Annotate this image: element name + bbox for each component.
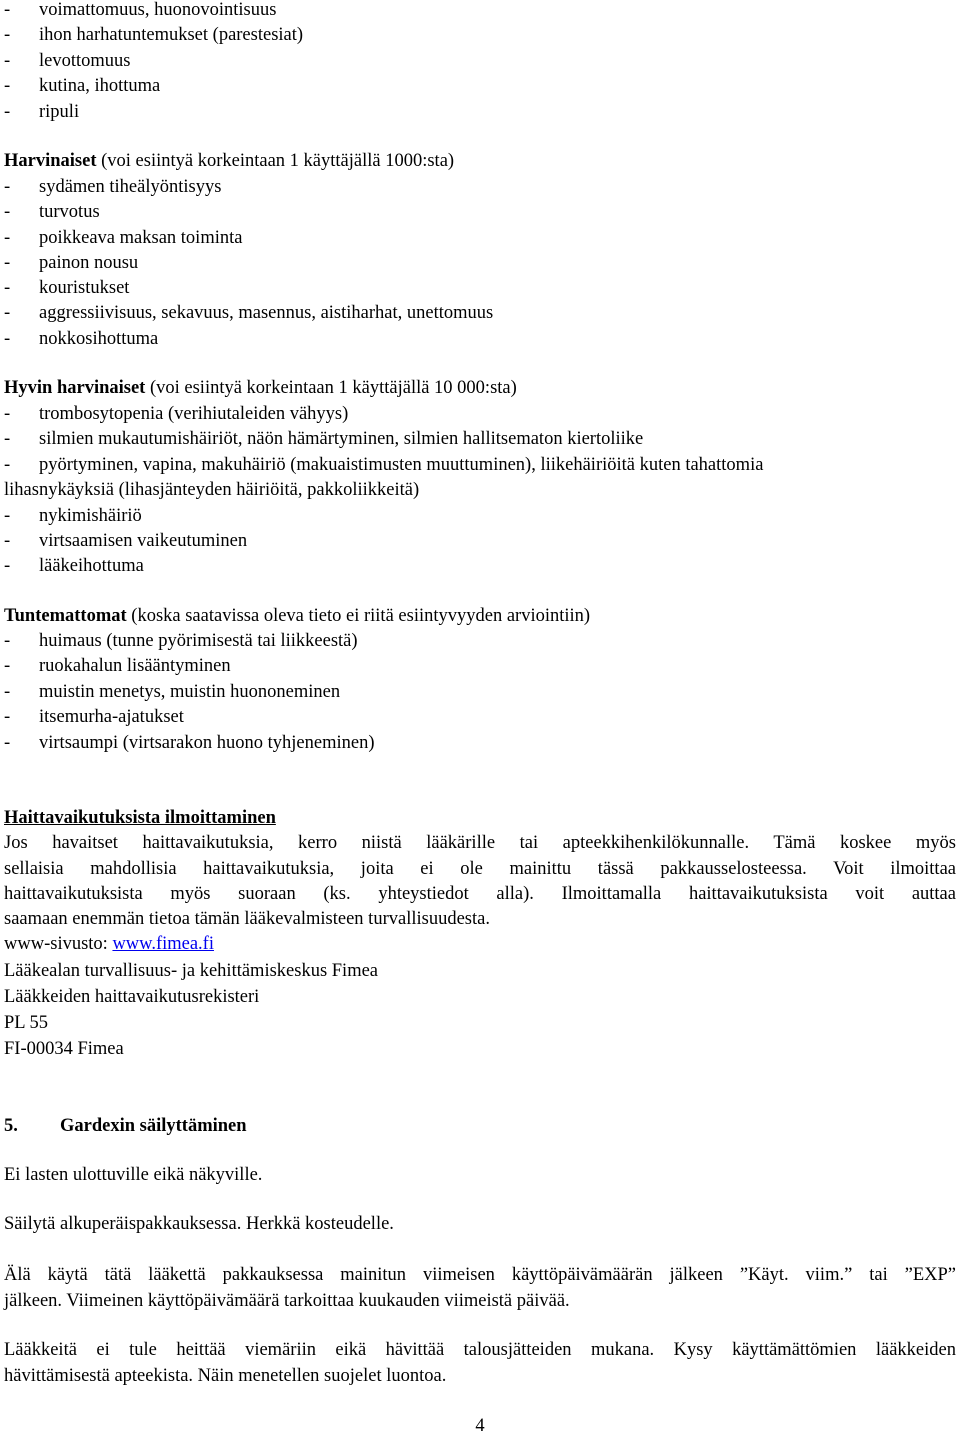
list-item: - kouristukset [4,278,130,298]
address-line: PL 55 [4,1013,49,1033]
list-item: - virtsaamisen vaikeutuminen [4,531,248,551]
frequency-heading-very-rare: Hyvin harvinaiset (voi esiintyä korkeintaan 1 käyttäjällä 10 000:sta) [4,378,517,398]
frequency-heading-unknown: Tuntemattomat (koska saatavissa oleva tieto ei riitä esiintyvyyden arviointiin) [4,606,591,626]
paragraph-line: hävittämisestä apteekista. Näin menetellen suojelet luontoa. [4,1366,447,1386]
list-item: - virtsaumpi (virtsarakon huono tyhjeneminen) [4,733,375,753]
paragraph-line: saamaan enemmän tietoa tämän lääkevalmisteen turvallisuudesta. [4,909,490,929]
list-item: - poikkeava maksan toiminta [4,228,243,248]
paragraph: Ei lasten ulottuville eikä näkyville. [4,1165,263,1185]
section-title: Gardexin säilyttäminen [60,1116,247,1136]
list-item: - silmien mukautumishäiriöt, näön hämärtyminen, silmien hallitsematon kiertoliike [4,429,644,449]
address-line: Lääkealan turvallisuus- ja kehittämiskeskus Fimea [4,961,379,981]
list-item: - sydämen tiheälyöntisyys [4,177,222,197]
list-item: - muistin menetys, muistin huononeminen [4,682,341,702]
frequency-heading-rare: Harvinaiset (voi esiintyä korkeintaan 1 käyttäjällä 1000:sta) [4,151,455,171]
list-item-continuation: lihasnykäyksiä (lihasjänteyden häiriöitä, pakkoliikkeitä) [4,480,420,500]
list-item: - itsemurha-ajatukset [4,707,184,727]
section-heading-storage [4,1114,247,1138]
list-item: - lääkeihottuma [4,556,144,576]
section-heading-reporting: Haittavaikutuksista ilmoittaminen [4,808,276,828]
list-item: - voimattomuus, huonovointisuus [4,0,277,20]
section-number: 5. [4,1116,18,1136]
list-item: - pyörtyminen, vapina, makuhäiriö (makuaistimusten muuttuminen), liikehäiriöitä kuten tahattomia [4,455,764,475]
list-item: - aggressiivisuus, sekavuus, masennus, aistiharhat, unettomuus [4,303,494,323]
address-line: FI-00034 Fimea [4,1039,124,1059]
page-number: 4 [475,1416,485,1436]
website-line [4,932,214,956]
list-item: - trombosytopenia (verihiutaleiden vähyys) [4,404,349,424]
list-item: - painon nousu [4,253,139,273]
list-item: - nykimishäiriö [4,506,142,526]
list-item: - huimaus (tunne pyörimisestä tai liikkeestä) [4,631,358,651]
list-item: - ripuli [4,102,80,122]
paragraph-line: Älä käytä tätä lääkettä pakkauksessa mainitun viimeisen käyttöpäivämäärän jälkeen ”Käyt. viim.” tai ”EXP” [4,1265,956,1285]
list-item: - turvotus [4,202,100,222]
list-item: - levottomuus [4,51,131,71]
paragraph-line: jälkeen. Viimeinen käyttöpäivämäärä tarkoittaa kuukauden viimeistä päivää. [4,1291,570,1311]
paragraph-line: Jos havaitset haittavaikutuksia, kerro niistä lääkärille tai apteekkihenkilökunnalle. Tämä koskee myös [4,833,956,853]
website-label: www-sivusto: [4,934,113,954]
list-item: - ruokahalun lisääntyminen [4,656,231,676]
paragraph-line: haittavaikutuksista myös suoraan (ks. yhteystiedot alla). Ilmoittamalla haittavaikutuksista voit auttaa [4,884,956,904]
list-item: - nokkosihottuma [4,329,159,349]
address-line: Lääkkeiden haittavaikutusrekisteri [4,987,260,1007]
paragraph: Säilytä alkuperäispakkauksessa. Herkkä kosteudelle. [4,1214,394,1234]
fimea-website-link[interactable]: www.fimea.fi [112,934,214,954]
list-item: - ihon harhatuntemukset (parestesiat) [4,25,304,45]
paragraph-line: Lääkkeitä ei tule heittää viemäriin eikä hävittää talousjätteiden mukana. Kysy käyttämättömien lääkkeiden [4,1340,956,1360]
paragraph-line: sellaisia mahdollisia haittavaikutuksia, joita ei ole mainittu tässä pakkausselosteessa. Voit ilmoittaa [4,859,956,879]
list-item: - kutina, ihottuma [4,76,161,96]
